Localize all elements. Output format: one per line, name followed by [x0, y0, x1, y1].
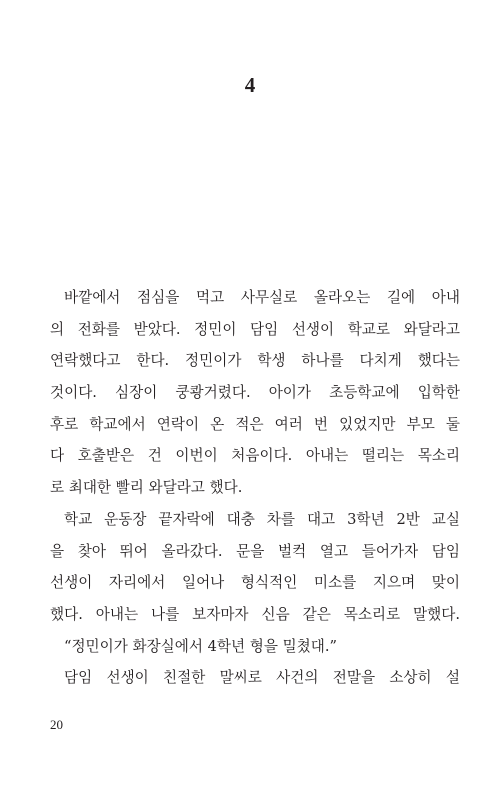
- text-line: 을 찾아 뛰어 올라갔다. 문을 벌컥 열고 들어가자 담임: [50, 542, 460, 560]
- text-line: 선생이 자리에서 일어나 형식적인 미소를 지으며 맞이: [50, 574, 460, 592]
- page-number: 20: [50, 717, 63, 732]
- text-line: 로 최대한 빨리 와달라고 했다.: [50, 479, 243, 497]
- text-line: 학교 운동장 끝자락에 대충 차를 대고 3학년 2반 교실: [64, 510, 460, 528]
- text-line: 했다. 아내는 나를 보자마자 신음 같은 목소리로 말했다.: [50, 605, 460, 623]
- body-text: [50, 282, 460, 694]
- text-line: 다 호출받은 건 이번이 처음이다. 아내는 떨리는 목소리: [50, 447, 460, 465]
- dialogue-line: “정민이가 화장실에서 4학년 형을 밀쳤대.”: [64, 637, 337, 655]
- text-line: 바깥에서 점심을 먹고 사무실로 올라오는 길에 아내: [64, 289, 460, 306]
- text-line: 것이다. 심장이 쿵쾅거렸다. 아이가 초등학교에 입학한: [50, 384, 460, 402]
- text-line: 연락했다고 한다. 정민이가 학생 하나를 다치게 했다는: [50, 352, 460, 370]
- chapter-number: 4: [244, 73, 256, 97]
- text-line: 담임 선생이 친절한 말씨로 사건의 전말을 소상히 설: [64, 669, 460, 687]
- text-line: 후로 학교에서 연락이 온 적은 여러 번 있었지만 부모 둘: [50, 415, 460, 433]
- text-line: 의 전화를 받았다. 정민이 담임 선생이 학교로 와달라고: [50, 320, 460, 338]
